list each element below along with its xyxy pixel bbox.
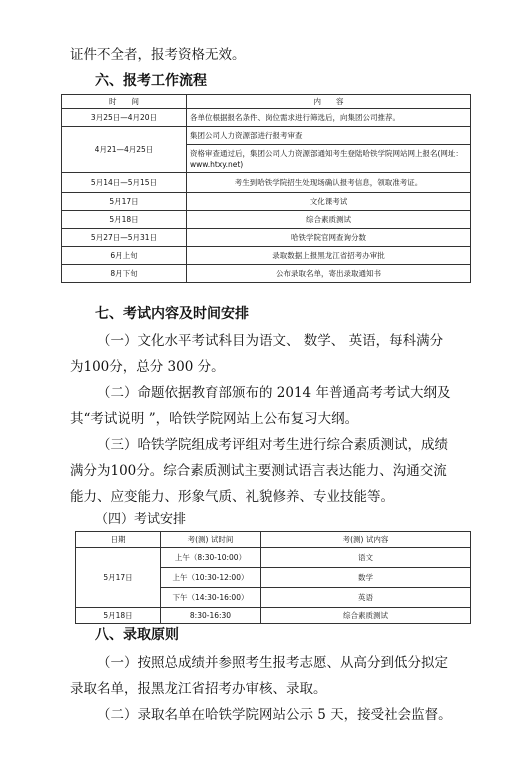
table-row [62,173,471,193]
row-time: 5月17日 [62,193,187,211]
s8-para1-line2: 录取名单，报黑龙江省招考办审核、录取。 [70,681,327,697]
header-date: 日期 [76,532,161,548]
s8-para1-line1: （一）按照总成绩并参照考生报考志愿、从高分到低分拟定 [97,655,448,671]
exam-schedule-heading: （四）考试安排 [95,512,187,527]
exam-schedule-table [75,531,471,624]
table-row [62,229,471,247]
row-content: 考生到哈铁学院招生处现场确认报考信息，领取准考证。 [187,173,471,193]
row-content: 哈铁学院官网查询分数 [187,229,471,247]
exam-time: 上午（10:30-12:00） [161,568,261,588]
table-row [62,127,471,145]
table-row [62,109,471,127]
header-exam-content: 考(测) 试内容 [261,532,471,548]
s8-para2: （二）录取名单在哈铁学院网站公示 5 天，接受社会监督。 [97,707,452,723]
exam-subject: 英语 [261,588,471,608]
exam-date: 5月18日 [76,608,161,624]
exam-time: 8:30-16:30 [161,608,261,624]
s7-para1-line1: （一）文化水平考试科目为语文、 数学、 英语，每科满分 [97,333,444,349]
header-content: 内 容 [187,95,471,109]
exam-subject: 数学 [261,568,471,588]
table-row [76,608,471,624]
row-content: 公布录取名单，寄出录取通知书 [187,265,471,283]
section-7-heading: 七、考试内容及时间安排 [95,306,249,322]
s7-para2-line2: 其“考试说明 ”，哈铁学院网站上公布复习大纲。 [70,411,359,427]
row-content: 录取数据上报黑龙江省招考办审批 [187,247,471,265]
exam-subject: 综合素质测试 [261,608,471,624]
row-time: 3月25日—4月20日 [62,109,187,127]
row-time: 6月上旬 [62,247,187,265]
row-content: 各单位根据报名条件、岗位需求进行筛选后，向集团公司推荐。 [187,109,471,127]
row-time: 4月21—4月25日 [62,127,187,173]
exam-date: 5月17日 [76,548,161,608]
row-content: 集团公司人力资源部进行报考审查 [187,127,471,145]
header-exam-time: 考(测) 试时间 [161,532,261,548]
workflow-table [61,94,471,283]
row-content: 资格审查通过后，集团公司人力资源部通知考生登陆哈铁学院网站网上报名(网址：www.htxy.net) [187,145,471,173]
exam-time: 上午（8:30-10:00） [161,548,261,568]
row-time: 5月27日—5月31日 [62,229,187,247]
table-row [62,265,471,283]
row-time: 8月下旬 [62,265,187,283]
row-content: 综合素质测试 [187,211,471,229]
row-content: 文化课考试 [187,193,471,211]
table-row [62,247,471,265]
table-row [76,548,471,568]
table-header-row [62,95,471,109]
exam-subject: 语文 [261,548,471,568]
s7-para3-line1: （三）哈铁学院组成考评组对考生进行综合素质测试，成绩 [97,437,448,453]
section-8-heading: 八、录取原则 [95,627,179,643]
s7-para3-line3: 能力、应变能力、形象气质、礼貌修养、专业技能等。 [70,489,394,505]
intro-line: 证件不全者，报考资格无效。 [70,47,246,63]
s7-para2-line1: （二）命题依据教育部颁布的 2014 年普通高考考试大纲及 [97,385,451,401]
table-row [62,193,471,211]
table-row [62,211,471,229]
row-time: 5月18日 [62,211,187,229]
table-header-row [76,532,471,548]
section-6-heading: 六、报考工作流程 [95,73,207,89]
exam-time: 下午（14:30-16:00） [161,588,261,608]
s7-para3-line2: 满分为100分。综合素质测试主要测试语言表达能力、沟通交流 [70,463,447,479]
s7-para1-line2: 为100分，总分 300 分。 [70,359,225,375]
row-time: 5月14日—5月15日 [62,173,187,193]
header-time: 时 间 [62,95,187,109]
